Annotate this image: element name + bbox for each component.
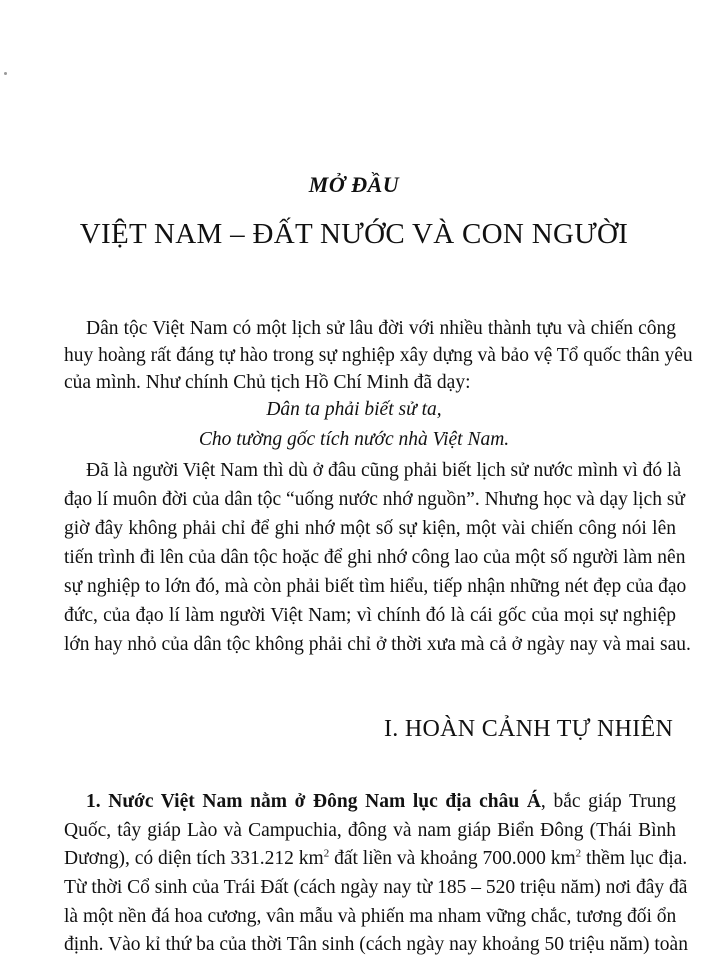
paragraph-line: giờ đây không phải chỉ để ghi nhớ một số sự kiện, một vài chiến công nói lên [64,518,676,539]
paragraph-line: đức, của đạo lí làm người Việt Nam; vì chính đó là cái gốc của mọi sự nghiệp [64,605,676,626]
paragraph-line: huy hoàng rất đáng tự hào trong sự nghiệp xây dựng và bảo vệ Tổ quốc thân yêu [64,345,693,366]
paragraph-line: định. Vào kỉ thứ ba của thời Tân sinh (cách ngày nay khoảng 50 triệu năm) toàn [64,934,688,955]
chapter-title: VIỆT NAM – ĐẤT NƯỚC VÀ CON NGƯỜI [79,218,629,250]
paragraph-line: Từ thời Cổ sinh của Trái Đất (cách ngày nay từ 185 – 520 triệu năm) nơi đây đã [64,877,688,898]
chapter-subtitle: MỞ ĐẦU [308,172,400,197]
verse-line: Cho tường gốc tích nước nhà Việt Nam. [198,429,510,450]
lead-continuation: , bắc giáp Trung [540,791,676,812]
margin-speck [4,72,7,75]
paragraph-line: sự nghiệp to lớn đó, mà còn phải biết tìm hiểu, tiếp nhận những nét đẹp của đạo [64,576,687,597]
section-heading: I. HOÀN CẢNH TỰ NHIÊN [384,716,674,742]
superscript: 2 [575,847,582,860]
section-first-line [86,789,676,815]
superscript: 2 [323,847,330,860]
text-run: thềm lục địa. [581,848,688,869]
paragraph-line [64,846,688,872]
paragraph-line: của mình. Như chính Chủ tịch Hồ Chí Minh đã dạy: [64,372,471,393]
text-run: đất liền và khoảng 700.000 km [329,848,576,869]
verse-line: Dân ta phải biết sử ta, [266,399,442,420]
text-run: Dương), có diện tích 331.212 km [64,848,324,869]
paragraph-line: Quốc, tây giáp Lào và Campuchia, đông và nam giáp Biển Đông (Thái Bình [64,820,676,841]
paragraph-line: Đã là người Việt Nam thì dù ở đâu cũng phải biết lịch sử nước mình vì đó là [86,460,682,481]
bold-lead: 1. Nước Việt Nam nằm ở Đông Nam lục địa châu Á [86,791,541,812]
paragraph-line: lớn hay nhỏ của dân tộc không phải chỉ ở thời xưa mà cả ở ngày nay và mai sau. [64,634,691,655]
paragraph-line: tiến trình đi lên của dân tộc hoặc để ghi nhớ công lao của một số người làm nên [64,547,686,568]
paragraph-line: đạo lí muôn đời của dân tộc “uống nước nhớ nguồn”. Nhưng học và dạy lịch sử [64,489,685,510]
paragraph-line: Dân tộc Việt Nam có một lịch sử lâu đời với nhiều thành tựu và chiến công [86,318,676,339]
paragraph-line: là một nền đá hoa cương, vân mẫu và phiến ma nham vững chắc, tương đối ổn [64,906,677,927]
